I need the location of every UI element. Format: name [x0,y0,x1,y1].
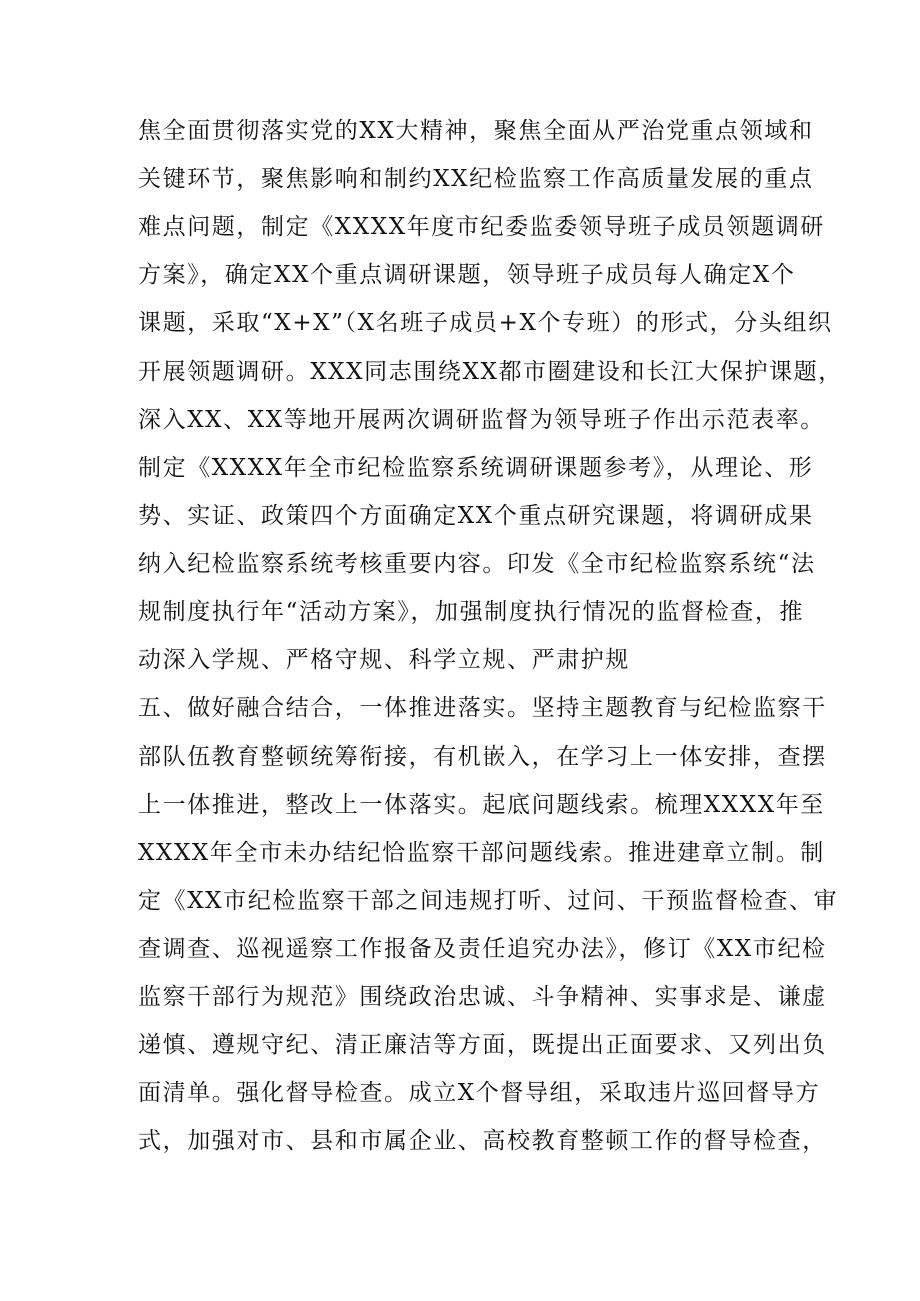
text-line: XXXX年全市未办结纪恰监察干部问题线索。推进建章立制。制 [138,840,825,866]
text-line: 关键环节，聚焦影响和制约XX纪检监察工作高质量发展的重点 [138,166,814,192]
text-line: 监察干部行为规范》围绕政治忠诚、斗争精神、实事求是、谦虚 [138,984,827,1010]
text-line: 递慎、遵规守纪、清正廉洁等方面，既提出正面要求、又列出负 [138,1032,827,1058]
text-line: 面清单。强化督导检查。成立X个督导组，采取违片巡回督导方 [138,1080,821,1106]
text-line: 制定《XXXX年全市纪检监察系统调研课题参考》，从理论、形 [138,455,814,481]
section-heading-line: 五、做好融合结合，一体推进落实。坚持主题教育与纪检监察干 [138,695,827,721]
text-line: 课题，采取“X+X”（X名班子成员+X个专班）的形式，分头组织 [138,310,833,336]
text-line: 定《XX市纪检监察干部之间违规打听、过问、干预监督检查、审 [138,888,839,914]
text-line: 上一体推进，整改上一体落实。起底问题线索。梳理XXXX年至 [138,792,825,818]
text-line: 深入XX、XX等地开展两次调研监督为领导班子作出示范表率。 [138,407,825,433]
text-line: 查调查、巡视遥察工作报备及责任追究办法》，修订《XX市纪检 [138,936,827,962]
text-line: 部队伍教育整顿统筹衔接，有机嵌入，在学习上一体安排，查摆 [138,744,827,770]
text-line: 方案》，确定XX个重点调研课题，领导班子成员每人确定X个 [138,262,796,288]
text-line: 势、实证、政策四个方面确定XX个重点研究课题，将调研成果 [138,503,814,529]
text-line: 规制度执行年“活动方案》，加强制度执行情况的监督检查，推 [138,599,805,625]
text-line: 式，加强对市、县和市属企业、高校教育整顿工作的督导检查， [138,1128,827,1154]
text-line: 纳入纪检监察系统考核重要内容。印发《全市纪检监察系统“法 [138,551,816,577]
text-line: 难点问题，制定《XXXX年度市纪委监委领导班子成员领题调研 [138,214,825,240]
text-line: 焦全面贯彻落实党的XX大精神，聚焦全面从严治党重点领域和 [138,118,814,144]
text-line: 动深入学规、严格守规、科学立规、严肃护规 [138,647,630,673]
text-line: 开展领题调研。XXX同志围绕XX都市圈建设和长江大保护课题， [138,359,843,385]
